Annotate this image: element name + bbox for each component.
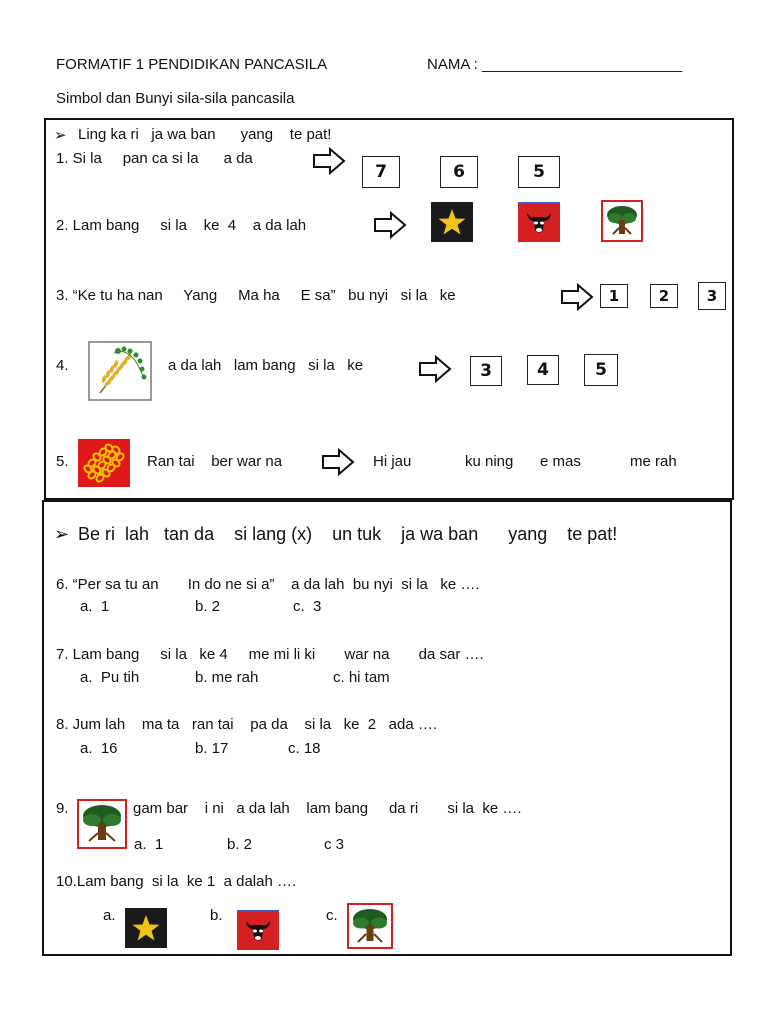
- option-box[interactable]: 1: [600, 284, 628, 308]
- option-text[interactable]: b. 17: [195, 740, 229, 757]
- question-5-text: Ran tai ber war na: [147, 453, 283, 470]
- question-number: 4.: [56, 357, 69, 374]
- option-box[interactable]: 4: [527, 355, 559, 385]
- option-text[interactable]: e mas: [540, 453, 581, 470]
- option-text[interactable]: ku ning: [465, 453, 514, 470]
- section-2-instruction: Be ri lah tan da si lang (x) un tuk ja wa ban yang te pat!: [78, 524, 618, 544]
- bull-icon[interactable]: [237, 910, 279, 950]
- question-6-text: 6. “Per sa tu an In do ne si a” a da lah bu nyi si la ke ….: [56, 576, 480, 593]
- question-1-text: 1. Si la pan ca si la a da: [56, 150, 253, 167]
- option-text[interactable]: a. 1: [134, 836, 164, 853]
- worksheet-title: FORMATIF 1 PENDIDIKAN PANCASILA: [56, 56, 328, 73]
- banyan-tree-icon: [77, 799, 127, 849]
- bull-icon[interactable]: [518, 202, 560, 242]
- option-box[interactable]: 5: [518, 156, 560, 188]
- option-text[interactable]: c. hi tam: [333, 669, 390, 686]
- question-3-text: 3. “Ke tu ha nan Yang Ma ha E sa” bu nyi si la ke: [56, 287, 456, 304]
- question-7-text: 7. Lam bang si la ke 4 me mi li ki war na da sar ….: [56, 646, 484, 663]
- bullet-icon: ➢: [54, 524, 70, 544]
- option-box[interactable]: 3: [470, 356, 502, 386]
- worksheet-subtitle: Simbol dan Bunyi sila-sila pancasila: [56, 90, 295, 107]
- option-text[interactable]: b. 2: [227, 836, 253, 853]
- option-text[interactable]: Hi jau: [373, 453, 412, 470]
- question-9-text: gam bar i ni a da lah lam bang da ri si la ke ….: [133, 800, 522, 817]
- option-text[interactable]: a. 16: [80, 740, 118, 757]
- option-text[interactable]: b. 2: [195, 598, 221, 615]
- option-text[interactable]: c 3: [324, 836, 345, 853]
- star-icon[interactable]: [125, 908, 167, 948]
- bullet-icon: ➢: [54, 127, 67, 144]
- star-icon[interactable]: [431, 202, 473, 242]
- arrow-right-icon: [373, 211, 407, 239]
- rice-cotton-icon: [88, 341, 152, 401]
- option-box[interactable]: 3: [698, 282, 726, 310]
- option-box[interactable]: 2: [650, 284, 678, 308]
- option-label: a.: [103, 907, 116, 924]
- option-text[interactable]: me rah: [630, 453, 677, 470]
- banyan-tree-icon[interactable]: [347, 903, 393, 949]
- question-number: 9.: [56, 800, 69, 817]
- section-1-instruction: Ling ka ri ja wa ban yang te pat!: [78, 126, 332, 143]
- question-4-text: a da lah lam bang si la ke: [168, 357, 364, 374]
- option-text[interactable]: a. 1: [80, 598, 110, 615]
- name-field-label[interactable]: NAMA : ________________________: [427, 56, 683, 73]
- arrow-right-icon: [312, 147, 346, 175]
- option-text[interactable]: c. 18: [288, 740, 321, 757]
- option-box[interactable]: 6: [440, 156, 478, 188]
- option-text[interactable]: a. Pu tih: [80, 669, 140, 686]
- option-text[interactable]: c. 3: [293, 598, 322, 615]
- banyan-tree-icon[interactable]: [601, 200, 643, 242]
- chain-icon: [78, 439, 130, 487]
- arrow-right-icon: [560, 283, 594, 311]
- question-8-text: 8. Jum lah ma ta ran tai pa da si la ke 2 ada ….: [56, 716, 438, 733]
- option-text[interactable]: b. me rah: [195, 669, 259, 686]
- option-label: c.: [326, 907, 338, 924]
- arrow-right-icon: [321, 448, 355, 476]
- option-box[interactable]: 7: [362, 156, 400, 188]
- question-10-text: 10.Lam bang si la ke 1 a dalah ….: [56, 873, 297, 890]
- question-2-text: 2. Lam bang si la ke 4 a da lah: [56, 217, 307, 234]
- question-number: 5.: [56, 453, 69, 470]
- option-label: b.: [210, 907, 223, 924]
- arrow-right-icon: [418, 355, 452, 383]
- option-box[interactable]: 5: [584, 354, 618, 386]
